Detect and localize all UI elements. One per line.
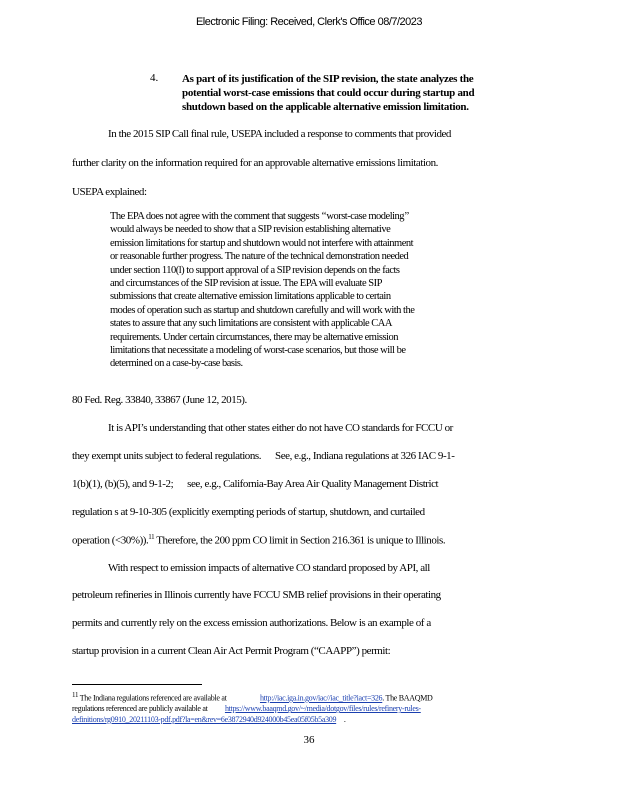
paragraph-line: USEPA explained: — [72, 186, 147, 198]
quote-line: requirements. Under certain circumstances, there may be alternative emission — [110, 331, 398, 343]
footnote-line — [72, 704, 542, 715]
quote-line: emission limitations for startup and shutdown would not interfere with attainment — [110, 237, 414, 249]
paragraph-line — [72, 478, 552, 490]
footnote-line — [72, 690, 542, 704]
footnote-marker: 11 — [72, 691, 79, 699]
quote-line: limitations that necessitate a modeling of worst-case scenarios, but those will be — [110, 345, 406, 357]
citation: 80 Fed. Reg. 33840, 33867 (June 12, 2015). — [72, 394, 247, 406]
footnote-text: . The BAAQMD — [382, 693, 433, 703]
footnote-text: . — [343, 714, 346, 724]
paragraph-line — [72, 533, 552, 547]
indiana-regulations-link[interactable]: http://iac.iga.in.gov/iac//iac_title?iact=326 — [259, 693, 383, 703]
paragraph-line: further clarity on the information required for an approvable alternative emissions limitation. — [72, 157, 438, 169]
filing-header: Electronic Filing: Received, Clerk's Office 08/7/2023 — [195, 16, 423, 28]
quote-line: The EPA does not agree with the comment that suggests ‘‘worst-case modeling’’ — [110, 211, 410, 222]
footnote — [72, 690, 542, 725]
paragraph-line — [72, 450, 552, 462]
paragraph-line: It is API’s understanding that other states either do not have CO standards for FCCU or — [108, 422, 453, 434]
footnote-divider — [72, 684, 202, 685]
page-number: 36 — [303, 734, 315, 746]
baaqmd-regulations-link[interactable]: https://www.baaqmd.gov/~/media/dotgov/files/rules/refinery-rules- — [224, 704, 421, 714]
paragraph-line: regulation s at 9-10-305 (explicitly exempting periods of startup, shutdown, and curtailed — [72, 506, 425, 518]
block-quote — [110, 210, 490, 371]
quote-line: modes of operation such as startup and shutdown carefully and will work with the — [110, 304, 415, 316]
paragraph-line: petroleum refineries in Illinois currently have FCCU SMB relief provisions in their operating — [72, 589, 441, 601]
quote-line: determined on a case-by-case basis. — [110, 358, 243, 370]
paragraph-line: With respect to emission impacts of alternative CO standard proposed by API, all — [108, 562, 430, 574]
item-line: shutdown based on the applicable alternative emission limitation. — [182, 101, 469, 113]
paragraph-text: they exempt units subject to federal regulations. — [72, 450, 262, 462]
item-number: 4. — [150, 72, 159, 84]
item-line: As part of its justification of the SIP revision, the state analyzes the — [182, 73, 474, 85]
footnote-text: regulations referenced are publicly available at — [72, 704, 208, 714]
item-line: potential worst-case emissions that could occur during startup and — [182, 87, 475, 99]
quote-line: would always be needed to show that a SIP revision establishing alternative — [110, 224, 391, 236]
paragraph-text: see, e.g., California-Bay Area Air Quality Management District — [187, 478, 439, 490]
paragraph-text: 1(b)(1), (b)(5), and 9-1-2; — [72, 478, 174, 490]
paragraph-line: permits and currently rely on the excess emission authorizations. Below is an example of a — [72, 617, 431, 629]
paragraph-text: Therefore, the 200 ppm CO limit in Section 216.361 is unique to Illinois. — [156, 534, 446, 547]
paragraph-text: See, e.g., Indiana regulations at 326 IAC 9-1- — [275, 450, 455, 462]
footnote-reference[interactable]: 11 — [148, 533, 155, 541]
baaqmd-regulations-link-continued[interactable]: definitions/rg0910_20211103-pdf.pdf?la=en&rev=6e3872940d924000b45ea05f05b5a309 — [72, 714, 337, 724]
paragraph-line: startup provision in a current Clean Air Act Permit Program (“CAAPP”) permit: — [72, 645, 391, 657]
item-heading — [182, 72, 522, 114]
paragraph-line: In the 2015 SIP Call final rule, USEPA included a response to comments that provided — [108, 128, 451, 140]
footnote-text: The Indiana regulations referenced are available at — [79, 693, 227, 703]
quote-line: submissions that create alternative emission limitations applicable to certain — [110, 291, 391, 303]
quote-line: under section 110(l) to support approval of a SIP revision depends on the facts — [110, 264, 400, 276]
paragraph-text: operation (<30%)). — [72, 534, 149, 547]
quote-line: or reasonable further progress. The nature of the technical demonstration needed — [110, 251, 409, 263]
footnote-line — [72, 715, 542, 726]
quote-line: and circumstances of the SIP revision at issue. The EPA will evaluate SIP — [110, 278, 382, 290]
quote-line: states to assure that any such limitations are consistent with applicable CAA — [110, 318, 392, 330]
